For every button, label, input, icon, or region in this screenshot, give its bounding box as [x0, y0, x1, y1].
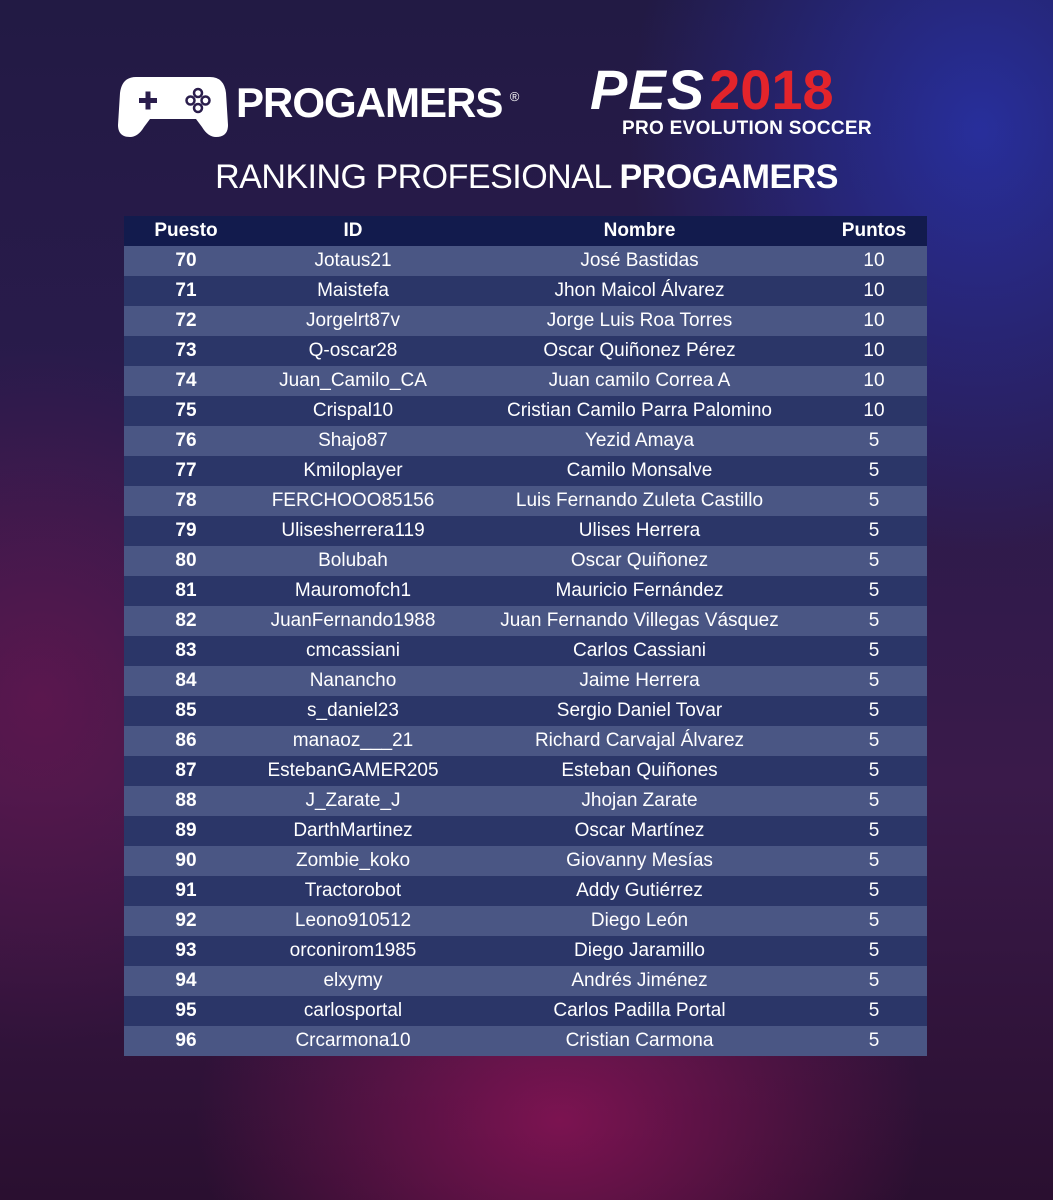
position-cell: 72 [124, 306, 248, 336]
points-cell: 5 [821, 786, 927, 816]
points-cell: 10 [821, 336, 927, 366]
name-cell: Sergio Daniel Tovar [458, 696, 821, 726]
id-cell: Ulisesherrera119 [248, 516, 458, 546]
name-cell: Cristian Carmona [458, 1026, 821, 1056]
id-cell: Juan_Camilo_CA [248, 366, 458, 396]
name-cell: Richard Carvajal Álvarez [458, 726, 821, 756]
page-title [0, 158, 1053, 197]
position-cell: 77 [124, 456, 248, 486]
name-cell: Juan camilo Correa A [458, 366, 821, 396]
header-puesto: Puesto [124, 216, 248, 246]
position-cell: 95 [124, 996, 248, 1026]
points-cell: 5 [821, 696, 927, 726]
name-cell: Camilo Monsalve [458, 456, 821, 486]
table-row [124, 816, 927, 846]
table-row [124, 966, 927, 996]
id-cell: FERCHOOO85156 [248, 486, 458, 516]
position-cell: 82 [124, 606, 248, 636]
position-cell: 71 [124, 276, 248, 306]
table-row [124, 516, 927, 546]
progamers-logo [118, 70, 519, 140]
id-cell: Kmiloplayer [248, 456, 458, 486]
table-row [124, 636, 927, 666]
table-row [124, 486, 927, 516]
table-row [124, 546, 927, 576]
points-cell: 5 [821, 576, 927, 606]
table-row [124, 786, 927, 816]
name-cell: Esteban Quiñones [458, 756, 821, 786]
name-cell: Yezid Amaya [458, 426, 821, 456]
name-cell: Oscar Quiñonez [458, 546, 821, 576]
table-row [124, 306, 927, 336]
position-cell: 73 [124, 336, 248, 366]
ranking-body [124, 246, 927, 1056]
table-row [124, 846, 927, 876]
position-cell: 90 [124, 846, 248, 876]
table-row [124, 756, 927, 786]
points-cell: 5 [821, 816, 927, 846]
id-cell: manaoz___21 [248, 726, 458, 756]
id-cell: Jotaus21 [248, 246, 458, 276]
name-cell: Oscar Quiñonez Pérez [458, 336, 821, 366]
name-cell: Addy Gutiérrez [458, 876, 821, 906]
name-cell: Jhojan Zarate [458, 786, 821, 816]
id-cell: Nanancho [248, 666, 458, 696]
points-cell: 5 [821, 546, 927, 576]
id-cell: Bolubah [248, 546, 458, 576]
table-row [124, 576, 927, 606]
name-cell: Diego Jaramillo [458, 936, 821, 966]
points-cell: 10 [821, 276, 927, 306]
points-cell: 5 [821, 966, 927, 996]
table-row [124, 366, 927, 396]
position-cell: 78 [124, 486, 248, 516]
name-cell: Mauricio Fernández [458, 576, 821, 606]
name-cell: José Bastidas [458, 246, 821, 276]
id-cell: Crispal10 [248, 396, 458, 426]
id-cell: Leono910512 [248, 906, 458, 936]
pes-subtitle: PRO EVOLUTION SOCCER [622, 118, 872, 139]
table-row [124, 876, 927, 906]
id-cell: Crcarmona10 [248, 1026, 458, 1056]
table-row [124, 396, 927, 426]
position-cell: 93 [124, 936, 248, 966]
table-row [124, 246, 927, 276]
position-cell: 89 [124, 816, 248, 846]
id-cell: Q-oscar28 [248, 336, 458, 366]
position-cell: 80 [124, 546, 248, 576]
name-cell: Luis Fernando Zuleta Castillo [458, 486, 821, 516]
name-cell: Juan Fernando Villegas Vásquez [458, 606, 821, 636]
name-cell: Diego León [458, 906, 821, 936]
id-cell: Shajo87 [248, 426, 458, 456]
id-cell: Tractorobot [248, 876, 458, 906]
header-puntos: Puntos [821, 216, 927, 246]
id-cell: Zombie_koko [248, 846, 458, 876]
position-cell: 81 [124, 576, 248, 606]
registered-mark: ® [509, 89, 519, 104]
points-cell: 5 [821, 756, 927, 786]
position-cell: 83 [124, 636, 248, 666]
table-row [124, 456, 927, 486]
name-cell: Andrés Jiménez [458, 966, 821, 996]
points-cell: 5 [821, 486, 927, 516]
id-cell: elxymy [248, 966, 458, 996]
position-cell: 76 [124, 426, 248, 456]
position-cell: 91 [124, 876, 248, 906]
position-cell: 79 [124, 516, 248, 546]
position-cell: 86 [124, 726, 248, 756]
points-cell: 5 [821, 996, 927, 1026]
table-row [124, 906, 927, 936]
id-cell: J_Zarate_J [248, 786, 458, 816]
position-cell: 74 [124, 366, 248, 396]
points-cell: 5 [821, 876, 927, 906]
table-row [124, 276, 927, 306]
points-cell: 5 [821, 456, 927, 486]
name-cell: Cristian Camilo Parra Palomino [458, 396, 821, 426]
name-cell: Oscar Martínez [458, 816, 821, 846]
name-cell: Jorge Luis Roa Torres [458, 306, 821, 336]
id-cell: Jorgelrt87v [248, 306, 458, 336]
table-row [124, 996, 927, 1026]
id-cell: s_daniel23 [248, 696, 458, 726]
ranking-table [124, 216, 927, 1056]
points-cell: 10 [821, 396, 927, 426]
table-row [124, 666, 927, 696]
position-cell: 85 [124, 696, 248, 726]
name-cell: Carlos Cassiani [458, 636, 821, 666]
table-header-row [124, 216, 927, 246]
name-cell: Ulises Herrera [458, 516, 821, 546]
name-cell: Carlos Padilla Portal [458, 996, 821, 1026]
points-cell: 5 [821, 846, 927, 876]
position-cell: 92 [124, 906, 248, 936]
position-cell: 84 [124, 666, 248, 696]
position-cell: 87 [124, 756, 248, 786]
points-cell: 5 [821, 606, 927, 636]
points-cell: 5 [821, 906, 927, 936]
position-cell: 75 [124, 396, 248, 426]
pes-year: 2018 [709, 58, 834, 121]
id-cell: cmcassiani [248, 636, 458, 666]
position-cell: 94 [124, 966, 248, 996]
table-row [124, 336, 927, 366]
points-cell: 5 [821, 666, 927, 696]
table-row [124, 606, 927, 636]
id-cell: carlosportal [248, 996, 458, 1026]
id-cell: orconirom1985 [248, 936, 458, 966]
points-cell: 10 [821, 246, 927, 276]
name-cell: Jhon Maicol Álvarez [458, 276, 821, 306]
table-row [124, 726, 927, 756]
table-row [124, 936, 927, 966]
points-cell: 5 [821, 936, 927, 966]
points-cell: 5 [821, 1026, 927, 1056]
pes-word: PES [590, 58, 706, 121]
id-cell: Maistefa [248, 276, 458, 306]
points-cell: 5 [821, 726, 927, 756]
name-cell: Giovanny Mesías [458, 846, 821, 876]
table-row [124, 1026, 927, 1056]
header-nombre: Nombre [458, 216, 821, 246]
position-cell: 70 [124, 246, 248, 276]
name-cell: Jaime Herrera [458, 666, 821, 696]
header-id: ID [248, 216, 458, 246]
id-cell: Mauromofch1 [248, 576, 458, 606]
points-cell: 10 [821, 306, 927, 336]
position-cell: 88 [124, 786, 248, 816]
points-cell: 5 [821, 426, 927, 456]
id-cell: DarthMartinez [248, 816, 458, 846]
table-row [124, 426, 927, 456]
id-cell: EstebanGAMER205 [248, 756, 458, 786]
pes-logo [590, 58, 930, 139]
brand-name: PROGAMERS ® [236, 79, 519, 126]
id-cell: JuanFernando1988 [248, 606, 458, 636]
title-bold: PROGAMERS [619, 158, 838, 196]
points-cell: 5 [821, 516, 927, 546]
points-cell: 5 [821, 636, 927, 666]
table-row [124, 696, 927, 726]
gamepad-icon [118, 71, 228, 139]
position-cell: 96 [124, 1026, 248, 1056]
title-regular: RANKING PROFESIONAL [215, 158, 611, 196]
points-cell: 10 [821, 366, 927, 396]
